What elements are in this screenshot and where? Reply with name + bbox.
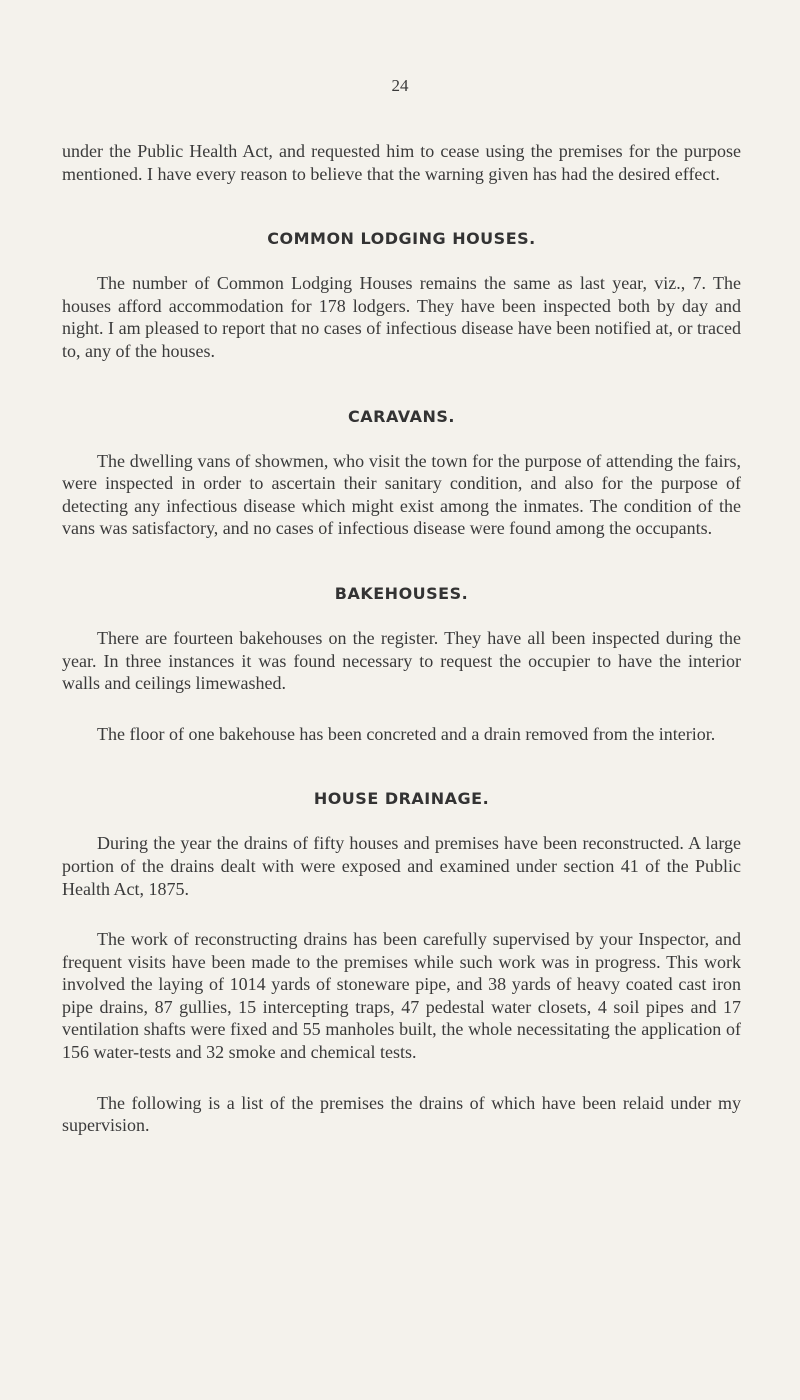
paragraph-bakehouses-register: There are fourteen bakehouses on the register. They have all been inspected during the year. In three instances it was found necessary to request the occupier to have the interior walls and ceilings limewashed.: [62, 627, 741, 694]
document-body: [62, 140, 741, 1137]
heading-common-lodging-houses: COMMON LODGING HOUSES.: [267, 229, 536, 249]
paragraph-drainage-list-intro: The following is a list of the premises the drains of which have been relaid under my supervision.: [62, 1092, 741, 1136]
page-number: 24: [391, 76, 409, 95]
heading-caravans: CARAVANS.: [348, 406, 455, 426]
paragraph-caravans: The dwelling vans of showmen, who visit the town for the purpose of attending the fairs, were inspected in order to ascertain their sanitary condition, and also for the purpose of detecting any infectious disease which might exist among the inmates. The condition of the vans was satisfactory, and no cases of infectious disease were found among the occupants.: [62, 450, 741, 539]
intro-paragraph: under the Public Health Act, and requested him to cease using the premises for the purpose mentioned. I have every reason to believe that the warning given has had the desired effect.: [62, 141, 741, 184]
paragraph-drainage-reconstructed: During the year the drains of fifty houses and premises have been reconstructed. A large portion of the drains dealt with were exposed and examined under section 41 of the Public Health Act, 1875.: [62, 833, 741, 899]
paragraph-lodging-houses: The number of Common Lodging Houses remains the same as last year, viz., 7. The houses afford accommodation for 178 lodgers. They have been inspected both by day and night. I am pleased to report that no cases of infectious disease have been notified at, or traced to, any of the houses.: [62, 273, 741, 361]
paragraph-drainage-work: The work of reconstructing drains has been carefully supervised by your Inspector, and frequent visits have been made to the premises while such work was in progress. This work involved the laying of 1014 yards of stoneware pipe, and 38 yards of heavy coated cast iron pipe drains, 87 gullies, 15 intercepting traps, 47 pedestal water closets, 4 soil pipes and 17 ventilation shafts were fixed and 55 manholes built, the whole necessitating the application of 156 water-tests and 32 smoke and chemical tests.: [62, 929, 741, 1063]
paragraph-bakehouses-floor: The floor of one bakehouse has been concreted and a drain removed from the interior.: [97, 723, 716, 744]
heading-bakehouses: BAKEHOUSES.: [334, 583, 469, 603]
heading-house-drainage: HOUSE DRAINAGE.: [313, 789, 490, 809]
